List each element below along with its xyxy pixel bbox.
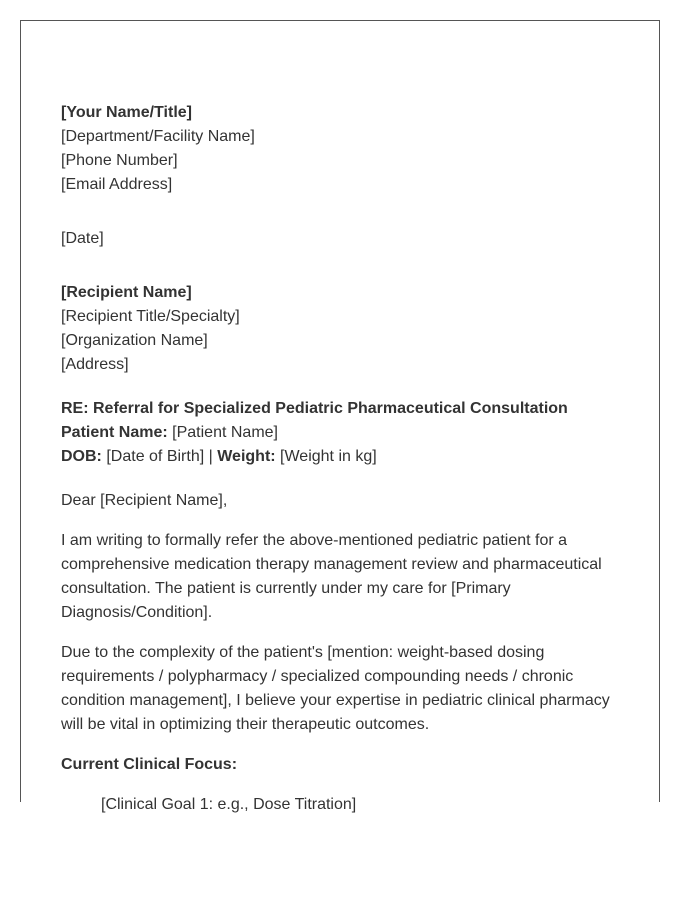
dob-label: DOB: bbox=[61, 448, 102, 465]
clinical-goal-item: [Clinical Goal 1: e.g., Dose Titration] bbox=[101, 796, 357, 813]
letter-date: [Date] bbox=[61, 230, 104, 247]
recipient-name: [Recipient Name] bbox=[61, 284, 192, 301]
recipient-organization: [Organization Name] bbox=[61, 332, 208, 349]
body-paragraph-1 bbox=[61, 529, 621, 625]
letter-page bbox=[20, 20, 660, 813]
paragraph-2-line: Due to the complexity of the patient's [mention: weight-based dosing bbox=[61, 644, 545, 661]
paragraph-1-line: consultation. The patient is currently under my care for [Primary bbox=[61, 580, 511, 597]
dob-value: [Date of Birth] bbox=[106, 448, 205, 465]
paragraph-1-line: I am writing to formally refer the above-mentioned pediatric patient for a bbox=[61, 532, 568, 549]
clinical-focus-heading: Current Clinical Focus: bbox=[61, 756, 238, 773]
sender-block bbox=[61, 101, 621, 197]
dob-weight-line bbox=[61, 445, 621, 469]
paragraph-2-line: will be vital in optimizing their therapeutic outcomes. bbox=[61, 716, 430, 733]
patient-name-line bbox=[61, 421, 621, 445]
reference-block bbox=[61, 397, 621, 469]
patient-name-value: [Patient Name] bbox=[172, 424, 278, 441]
weight-value: [Weight in kg] bbox=[280, 448, 377, 465]
salutation-block bbox=[61, 489, 621, 513]
paragraph-1-line: Diagnosis/Condition]. bbox=[61, 604, 213, 621]
paragraph-2-line: requirements / polypharmacy / specialized compounding needs / chronic bbox=[61, 668, 574, 685]
re-subject: RE: Referral for Specialized Pediatric Pharmaceutical Consultation bbox=[61, 400, 568, 417]
patient-name-label: Patient Name: bbox=[61, 424, 168, 441]
paragraph-2-line: condition management], I believe your expertise in pediatric clinical pharmacy bbox=[61, 692, 610, 709]
recipient-address: [Address] bbox=[61, 356, 129, 373]
body-paragraph-2 bbox=[61, 641, 621, 737]
weight-label: Weight: bbox=[217, 448, 276, 465]
letter-content bbox=[61, 101, 621, 817]
paragraph-1-line: comprehensive medication therapy management review and pharmaceutical bbox=[61, 556, 602, 573]
sender-department: [Department/Facility Name] bbox=[61, 128, 255, 145]
sender-name-title: [Your Name/Title] bbox=[61, 104, 192, 121]
clinical-focus-section bbox=[61, 753, 621, 777]
recipient-title: [Recipient Title/Specialty] bbox=[61, 308, 240, 325]
sender-phone: [Phone Number] bbox=[61, 152, 178, 169]
date-block bbox=[61, 227, 621, 251]
sender-email: [Email Address] bbox=[61, 176, 173, 193]
dob-weight-separator: | bbox=[208, 448, 213, 465]
recipient-block bbox=[61, 281, 621, 377]
clinical-goals-list bbox=[61, 793, 621, 817]
salutation: Dear [Recipient Name], bbox=[61, 492, 228, 509]
